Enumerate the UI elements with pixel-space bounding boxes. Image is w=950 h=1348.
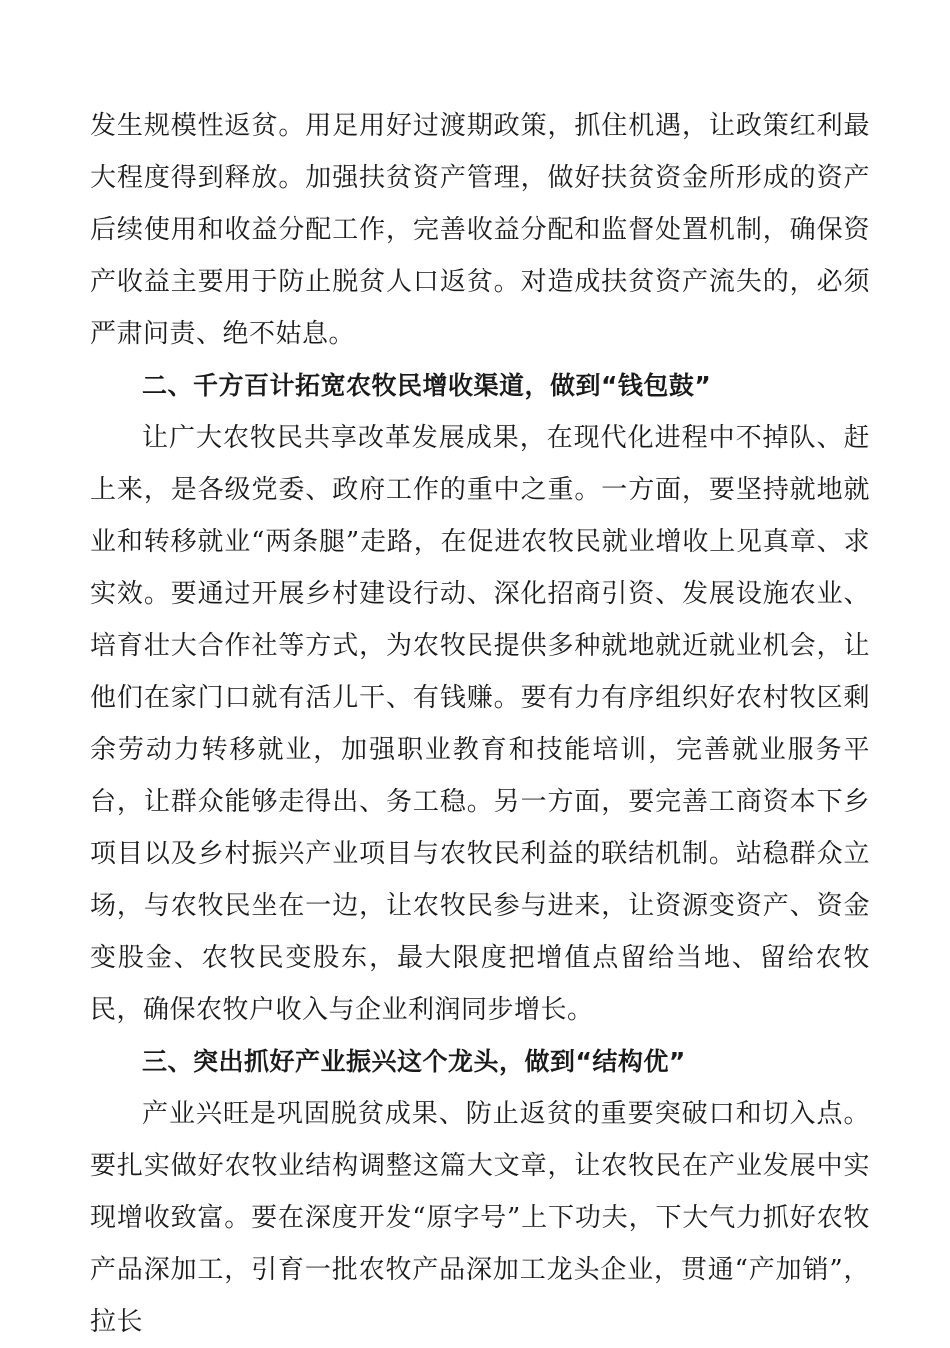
section-heading-2: 二、千方百计拓宽农牧民增收渠道，做到“钱包鼓” [142, 371, 712, 400]
section-heading-3: 三、突出抓好产业振兴这个龙头，做到“结构优” [142, 1047, 686, 1076]
paragraph-section-3: 产业兴旺是巩固脱贫成果、防止返贫的重要突破口和切入点。要扎实做好农牧业结构调整这篇大文章，让农牧民在产业发展中实现增收致富。要在深度开发“原字号”上下功夫，下大气力抓好农牧产品深加工，引育一批农牧产品深加工龙头企业，贯通“产加销”，拉长 [90, 1099, 870, 1337]
paragraph-continued: 发生规模性返贫。用足用好过渡期政策，抓住机遇，让政策红利最大程度得到释放。加强扶贫资产管理，做好扶贫资金所形成的资产后续使用和收益分配工作，完善收益分配和监督处置机制，确保资产收益主要用于防止脱贫人口返贫。对造成扶贫资产流失的，必须严肃问责、绝不姑息。 [90, 111, 870, 349]
document-body [90, 100, 870, 1348]
paragraph-section-2: 让广大农牧民共享改革发展成果，在现代化进程中不掉队、赶上来，是各级党委、政府工作的重中之重。一方面，要坚持就地就业和转移就业“两条腿”走路，在促进农牧民就业增收上见真章、求实效。要通过开展乡村建设行动、深化招商引资、发展设施农业、培育壮大合作社等方式，为农牧民提供多种就地就近就业机会，让他们在家门口就有活儿干、有钱赚。要有力有序组织好农村牧区剩余劳动力转移就业，加强职业教育和技能培训，完善就业服务平台，让群众能够走得出、务工稳。另一方面，要完善工商资本下乡项目以及乡村振兴产业项目与农牧民利益的联结机制。站稳群众立场，与农牧民坐在一边，让农牧民参与进来，让资源变资产、资金变股金、农牧民变股东，最大限度把增值点留给当地、留给农牧民，确保农牧户收入与企业利润同步增长。 [90, 423, 870, 1025]
